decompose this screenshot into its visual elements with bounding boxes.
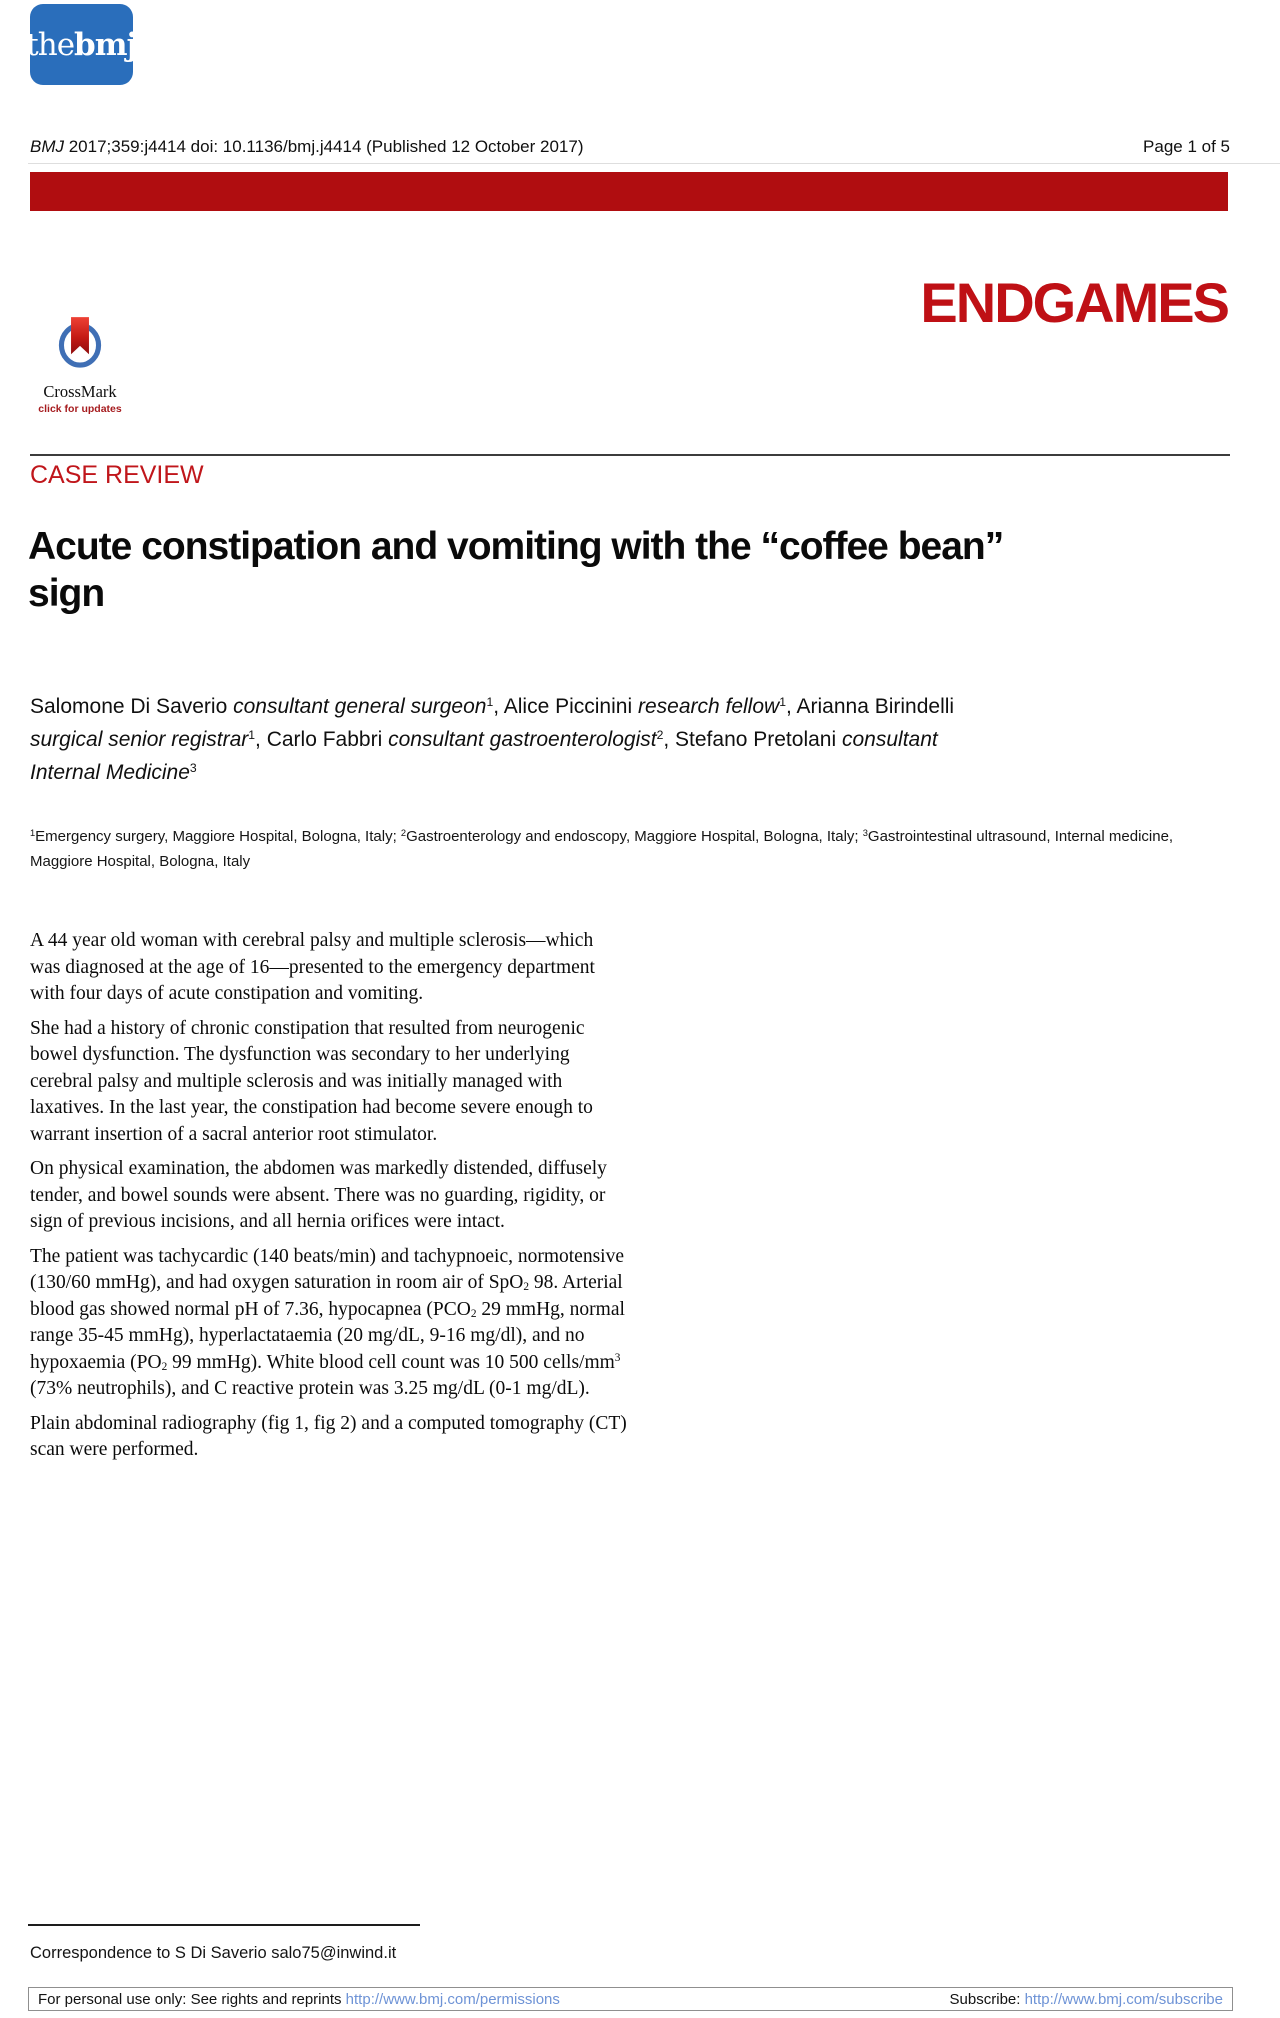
permissions-link[interactable]: http://www.bmj.com/permissions (345, 1990, 560, 2008)
citation-header (30, 137, 1230, 157)
bmj-logo-the: the (26, 26, 75, 63)
citation-rest: 2017;359:j4414 doi: 10.1136/bmj.j4414 (Published 12 October 2017) (64, 137, 584, 156)
crossmark-icon (51, 363, 109, 380)
subscribe-link[interactable]: http://www.bmj.com/subscribe (1024, 1990, 1223, 2008)
header-divider (28, 163, 1280, 164)
affiliations: $^1$Emergency surgery, Maggiore Hospital, Bologna, Italy; $^2$Gastroenterology and endoscopy, Maggiore Hospital, Bologna, Italy; $^3$Gastrointestinal ultrasound, Internal medicine, Maggiore Hospital, Bologna, Italy (30, 827, 1174, 870)
crossmark-tagline: click for updates (38, 403, 122, 415)
correspondence-line: Correspondence to S Di Saverio salo75@inwind.it (30, 1944, 397, 1962)
article-title-line2: sign (28, 572, 105, 615)
citation-journal: BMJ (30, 137, 64, 156)
author-list: Salomone Di Saverio consultant general surgeon$^1$, Alice Piccinini research fellow$^1$, Arianna Birindelli surgical senior registrar$^1$, Carlo Fabbri consultant gastroenterologist$^2$, Stefano Pretolani consultant Internal Medicine$^3$ (30, 695, 955, 784)
paragraph-vitals-labs: The patient was tachycardic (140 beats/min) and tachypnoeic, normotensive (130/60 mmHg), and had oxygen saturation in room air of SpO$_2$ 98. Arterial blood gas showed normal pH of 7.36, hypocapnea ($PCO_2$ 29 mmHg, normal range 35-45 mmHg), hyperlactataemia (20 mg/dL, 9-16 mg/dl), and no hypoxaemia ($PO_2$ 99 mmHg). White blood cell count was 10 500 cells/$mm^3$ (73% neutrophils), and C reactive protein was 3.25 mg/dL (0-1 mg/dL). (30, 1245, 625, 1399)
article-title-line1: Acute constipation and vomiting with the “coffee bean” (28, 525, 1004, 568)
paragraph-imaging: Plain abdominal radiography (fig 1, fig 2) and a computed tomography (CT) scan were performed. (30, 1412, 627, 1460)
footer-subscribe (950, 1991, 1223, 2008)
footer-subscribe-label: Subscribe: (949, 1990, 1025, 2008)
section-rule (30, 454, 1230, 456)
bmj-logo (26, 4, 137, 85)
section-kicker: ENDGAMES (920, 271, 1228, 334)
paragraph-examination: On physical examination, the abdomen was markedly distended, diffusely tender, and bowel sounds were absent. There was no guarding, rigidity, or sign of previous incisions, and all hernia orifices were intact. (30, 1158, 607, 1232)
footer-bar (28, 1987, 1233, 2011)
crossmark-label: CrossMark (43, 382, 117, 401)
footer-permissions-label: For personal use only: See rights and reprints (38, 1990, 346, 2008)
article-title (28, 523, 1038, 617)
bmj-logo-bmj: bmj (74, 26, 137, 63)
footer-permissions (38, 1991, 560, 2008)
paragraph-history: She had a history of chronic constipation that resulted from neurogenic bowel dysfunction. The dysfunction was secondary to her underlying cerebral palsy and multiple sclerosis and was initially managed with laxatives. In the last year, the constipation had become severe enough to warrant insertion of a sacral anterior root stimulator. (30, 1017, 593, 1145)
section-category: CASE REVIEW (30, 461, 204, 489)
page-indicator: Page 1 of 5 (1143, 137, 1230, 156)
article-body (30, 928, 628, 1472)
citation-text (30, 137, 584, 157)
correspondence-rule (28, 1924, 420, 1926)
paragraph-case-presentation: A 44 year old woman with cerebral palsy and multiple sclerosis—which was diagnosed at the age of 16—presented to the emergency department with four days of acute constipation and vomiting. (30, 930, 595, 1004)
crossmark-badge[interactable] (34, 312, 126, 415)
brand-red-bar (30, 172, 1228, 211)
